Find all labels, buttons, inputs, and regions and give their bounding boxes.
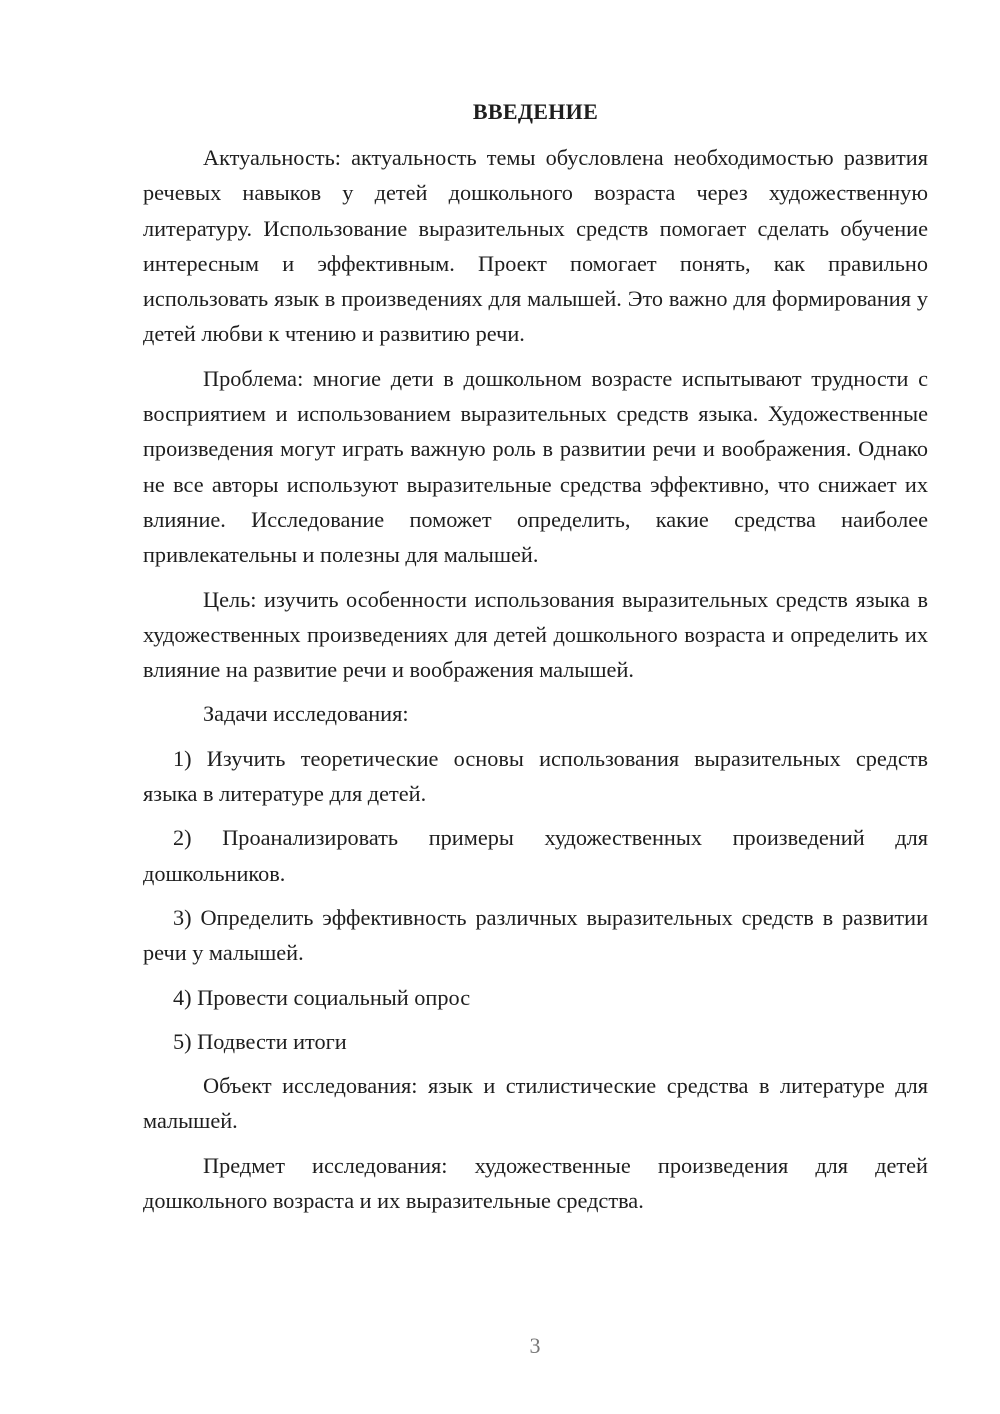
task-item-2: 2) Проанализировать примеры художественных произведений для дошкольников.: [143, 825, 928, 886]
paragraph-goal: Цель: изучить особенности использования выразительных средств языка в художественных произведениях для детей дошкольного возраста и определить их влияние на развитие речи и воображения малышей.: [143, 586, 928, 683]
task-item-3: 3) Определить эффективность различных выразительных средств в развитии речи у малышей.: [143, 904, 928, 966]
paragraph-subject: Предмет исследования: художественные произведения для детей дошкольного возраста и их выразительные средства.: [143, 1152, 928, 1214]
paragraph-object: Объект исследования: язык и стилистические средства в литературе для малышей.: [143, 1073, 928, 1134]
task-item-1: 1) Изучить теоретические основы использования выразительных средств языка в литературе для детей.: [143, 745, 928, 807]
page-number: 3: [529, 1333, 541, 1358]
task-item-5: 5) Подвести итоги: [173, 1028, 347, 1054]
task-item-4: 4) Провести социальный опрос: [173, 984, 471, 1010]
paragraph-relevance: Актуальность: актуальность темы обусловлена необходимостью развития речевых навыков у детей дошкольного возраста через художественную литературу. Использование выразительных средств помогает сделать обучение интересным и эффективным. Проект помогает понять, как правильно использовать язык в произведениях для малышей. Это важно для формирования у детей любви к чтению и развитию речи.: [143, 145, 928, 347]
section-title: ВВЕДЕНИЕ: [472, 99, 599, 124]
document-page: [143, 96, 928, 1227]
paragraph-problem: Проблема: многие дети в дошкольном возрасте испытывают трудности с восприятием и использованием выразительных средств языка. Художественные произведения могут играть важную роль в развитии речи и воображения. Однако не все авторы используют выразительные средства эффективно, что снижает их влияние. Исследование поможет определить, какие средства наиболее привлекательны и полезны для малышей.: [143, 365, 928, 568]
tasks-heading: Задачи исследования:: [203, 701, 409, 727]
